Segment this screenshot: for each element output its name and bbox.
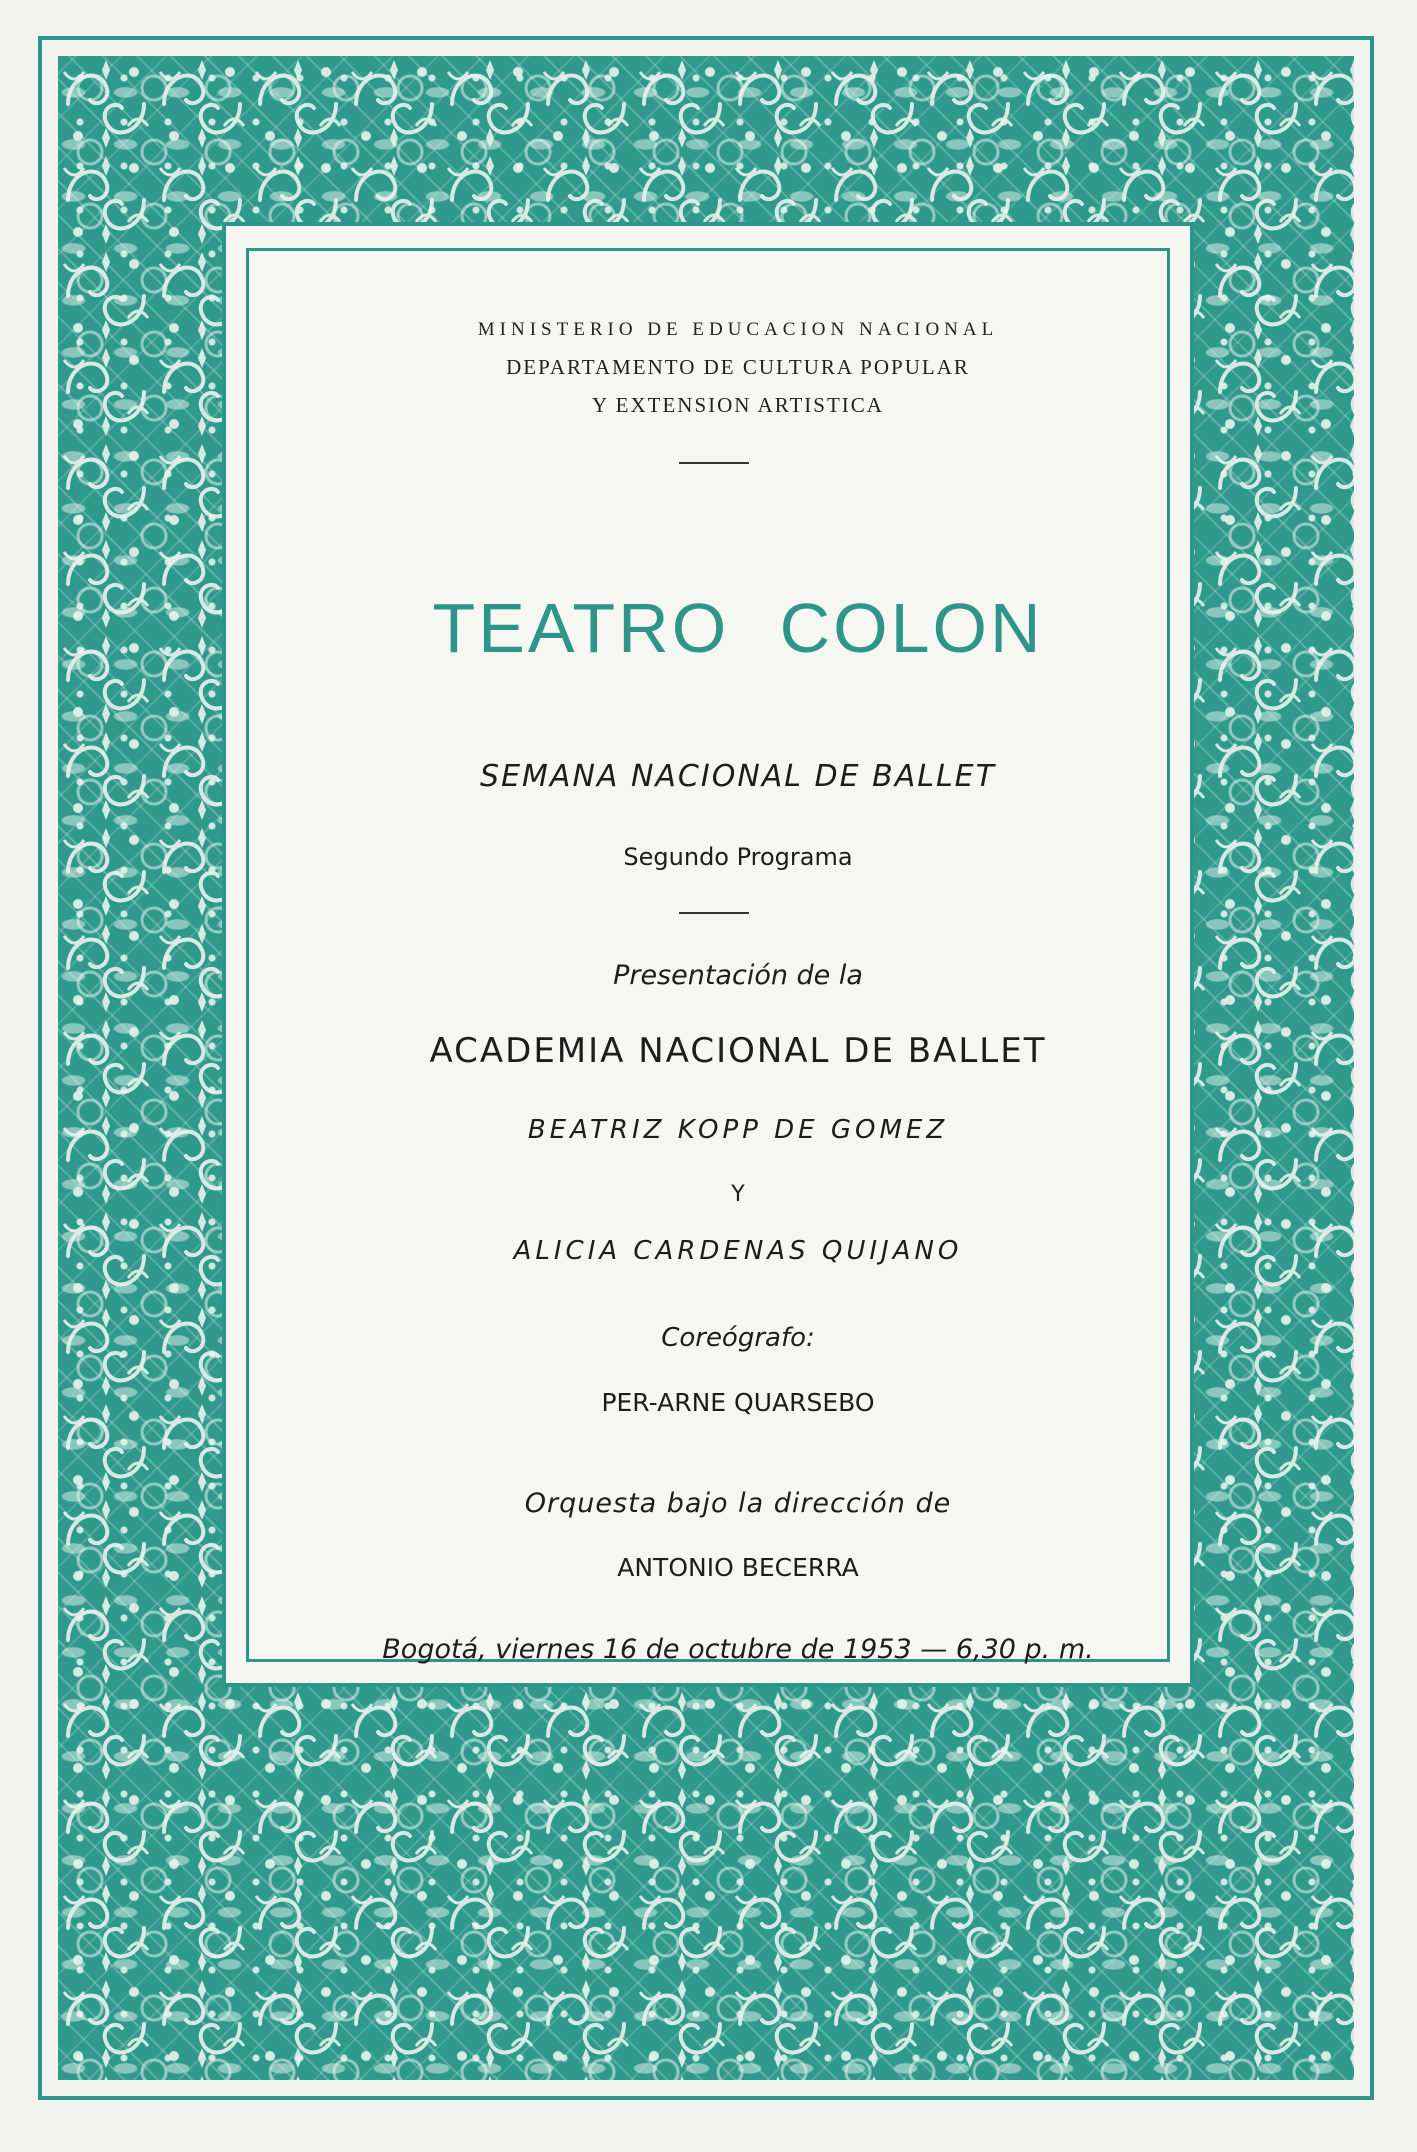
choreographer-label: Coreógrafo: [661, 1323, 815, 1353]
ministry-header [306, 312, 1170, 424]
department-line: DEPARTAMENTO DE CULTURA POPULAR [506, 355, 970, 379]
extension-line: Y EXTENSION ARTISTICA [592, 393, 884, 417]
director-two: ALICIA CARDENAS QUIJANO [513, 1236, 963, 1266]
divider [679, 912, 749, 914]
academy-name: ACADEMIA NACIONAL DE BALLET [429, 1031, 1047, 1071]
program-content [246, 248, 1170, 1665]
divider [679, 462, 749, 464]
choreographer-name: PER-ARNE QUARSEBO [601, 1388, 875, 1417]
date-and-time: Bogotá, viernes 16 de octubre de 1953 — 6,30 p. m. [382, 1634, 1094, 1665]
conjunction: Y [731, 1182, 745, 1207]
presentation-intro: Presentación de la [613, 960, 863, 991]
orchestra-label: Orquesta bajo la dirección de [524, 1488, 952, 1519]
theater-title: TEATRO COLON [432, 589, 1044, 667]
director-one: BEATRIZ KOPP DE GOMEZ [527, 1115, 949, 1145]
ministry-line: MINISTERIO DE EDUCACION NACIONAL [477, 319, 999, 340]
conductor-name: ANTONIO BECERRA [617, 1553, 859, 1582]
program-subtitle: Segundo Programa [623, 843, 853, 871]
event-title: SEMANA NACIONAL DE BALLET [480, 759, 996, 794]
